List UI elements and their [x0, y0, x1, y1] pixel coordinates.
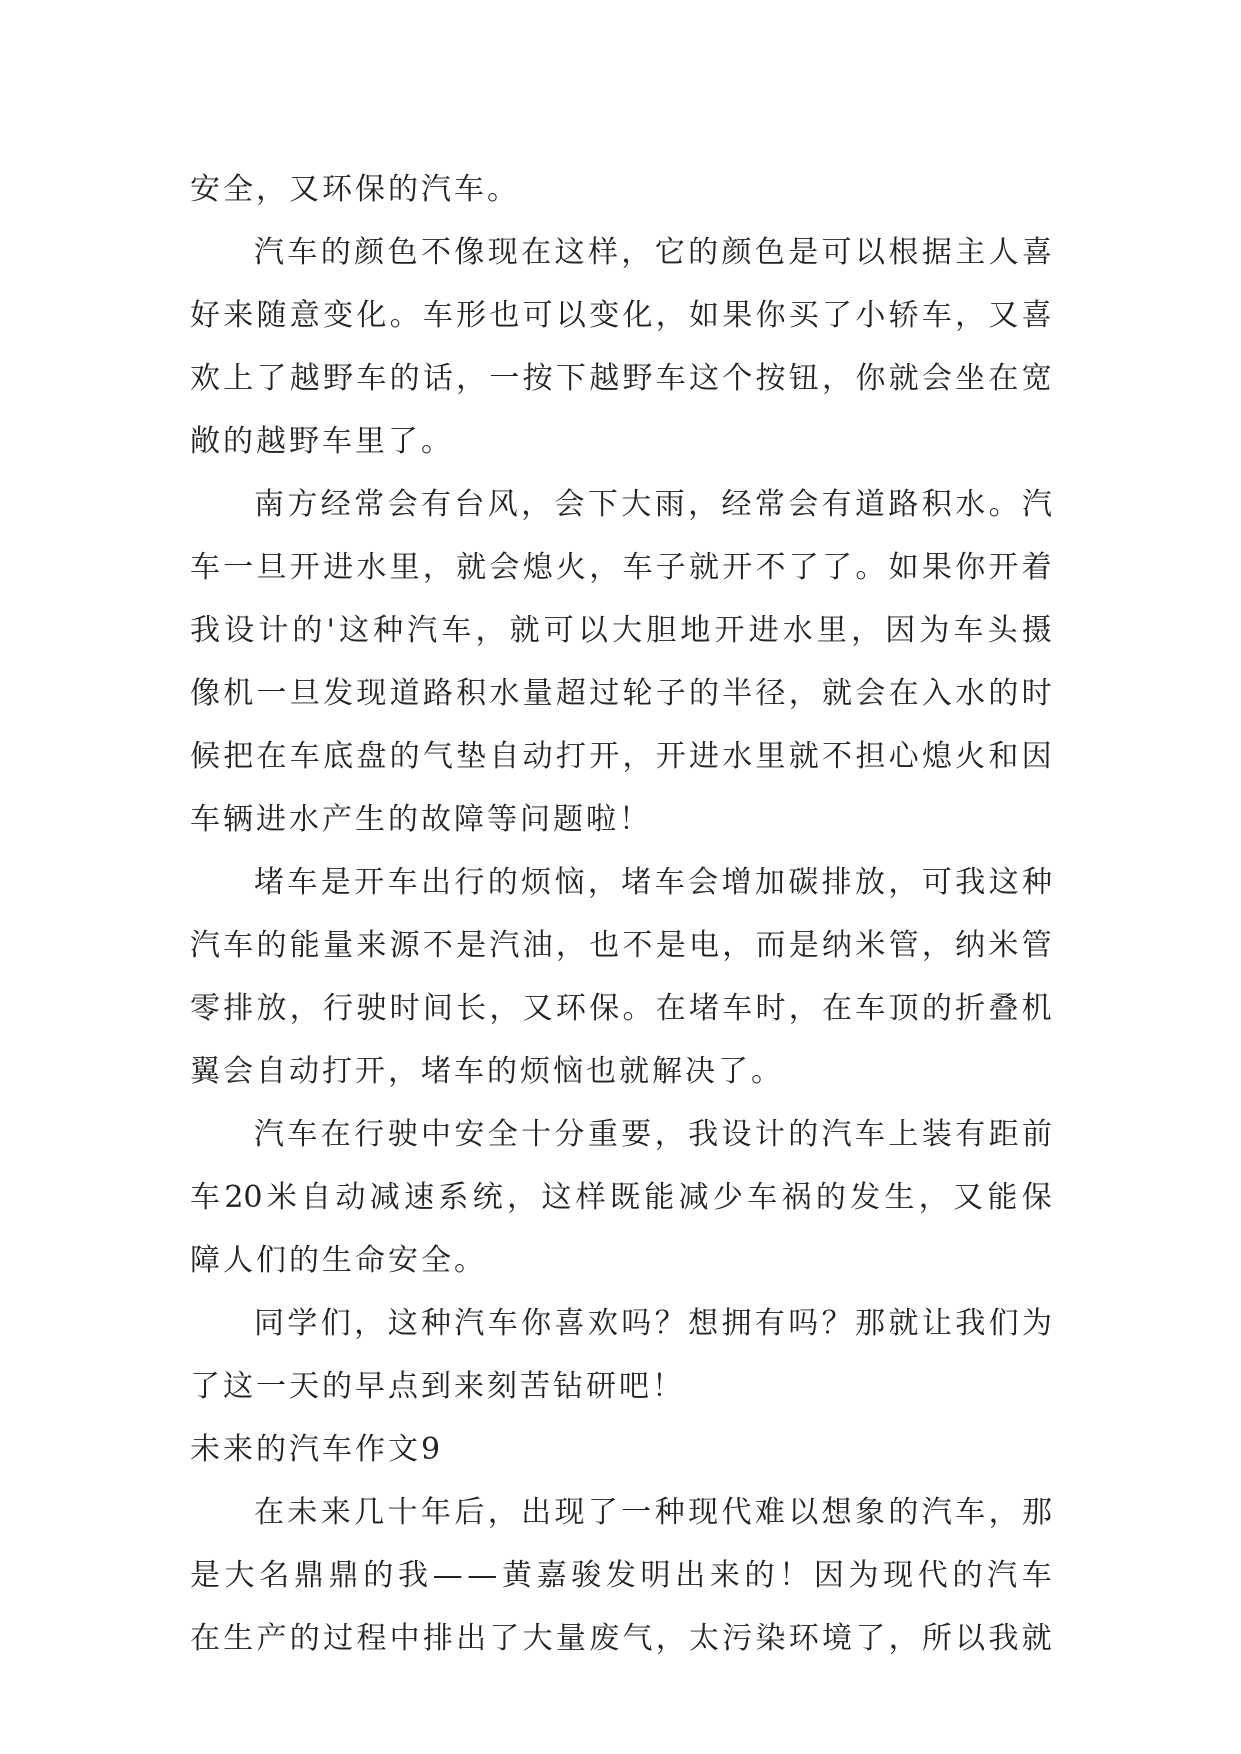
text-line: 欢 上 了 越 野 车 的 话 ， 一 按 下 越 野 车 这 个 按 钮 ， 你 就 会 坐 在 宽: [190, 361, 1052, 396]
text-line: 南 方 经 常 会 有 台 风 ， 会 下 大 雨 ， 经 常 会 有 道 路 积 水 。 汽: [254, 487, 1052, 522]
text-line: 是 大 名 鼎 鼎 的 我 — — 黄 嘉 骏 发 明 出 来 的 ！ 因 为 现 代 的 汽 车: [190, 1558, 1052, 1593]
paragraph: [190, 1103, 1052, 1292]
text-line: 障 人 们 的 生 命 安 全 。: [190, 1243, 484, 1278]
text-line: 车 辆 进 水 产 生 的 故 障 等 问 题 啦 ！: [190, 802, 649, 837]
paragraph: [190, 221, 1052, 473]
text-line: 同 学 们 ， 这 种 汽 车 你 喜 欢 吗 ？ 想 拥 有 吗 ？ 那 就 让 我 们 为: [254, 1306, 1052, 1341]
text-line: 在 未 来 几 十 年 后 ， 出 现 了 一 种 现 代 难 以 想 象 的 汽 车 ， 那: [254, 1495, 1052, 1530]
text-line: 敞 的 越 野 车 里 了 。: [190, 424, 451, 459]
text-line: 我 设 计 的 ' 这 种 汽 车 ， 就 可 以 大 胆 地 开 进 水 里 ， 因 为 车 头 摄: [190, 613, 1052, 648]
text-line: 汽 车 的 颜 色 不 像 现 在 这 样 ， 它 的 颜 色 是 可 以 根 据 主 人 喜: [254, 235, 1052, 270]
document-page: [190, 158, 1052, 1670]
text-line: 安 全 ， 又 环 保 的 汽 车 。: [190, 172, 517, 207]
text-line: 车 一 旦 开 进 水 里 ， 就 会 熄 火 ， 车 子 就 开 不 了 了 。 如 果 你 开 着: [190, 550, 1052, 585]
heading-line: 未 来 的 汽 车 作 文 9: [190, 1432, 441, 1467]
text-line: 候 把 在 车 底 盘 的 气 垫 自 动 打 开 ， 开 进 水 里 就 不 担 心 熄 火 和 因: [190, 739, 1052, 774]
paragraph: [190, 851, 1052, 1103]
text-line: 零 排 放 ， 行 驶 时 间 长 ， 又 环 保 。 在 堵 车 时 ， 在 车 顶 的 折 叠 机: [190, 991, 1052, 1026]
text-line: 汽 车 在 行 驶 中 安 全 十 分 重 要 ， 我 设 计 的 汽 车 上 装 有 距 前: [254, 1117, 1052, 1152]
text-line: 车 20 米 自 动 减 速 系 统 ， 这 样 既 能 减 少 车 祸 的 发 生 ， 又 能 保: [190, 1180, 1052, 1215]
text-line: 像 机 一 旦 发 现 道 路 积 水 量 超 过 轮 子 的 半 径 ， 就 会 在 入 水 的 时: [190, 676, 1052, 711]
text-line: 了 这 一 天 的 早 点 到 来 刻 苦 钻 研 吧 ！: [190, 1369, 682, 1404]
paragraph: [190, 1481, 1052, 1670]
section-heading: [190, 1418, 1052, 1481]
text-line: 汽 车 的 能 量 来 源 不 是 汽 油 ， 也 不 是 电 ， 而 是 纳 米 管 ， 纳 米 管: [190, 928, 1052, 963]
text-line: 堵 车 是 开 车 出 行 的 烦 恼 ， 堵 车 会 增 加 碳 排 放 ， 可 我 这 种: [254, 865, 1052, 900]
text-line: 翼 会 自 动 打 开 ， 堵 车 的 烦 恼 也 就 解 决 了 。: [190, 1054, 781, 1089]
text-line: 在 生 产 的 过 程 中 排 出 了 大 量 废 气 ， 太 污 染 环 境 了 ， 所 以 我 就: [190, 1621, 1052, 1656]
paragraph: [190, 158, 1052, 221]
text-line: 好 来 随 意 变 化 。 车 形 也 可 以 变 化 ， 如 果 你 买 了 小 轿 车 ， 又 喜: [190, 298, 1052, 333]
paragraph: [190, 1292, 1052, 1418]
paragraph: [190, 473, 1052, 851]
